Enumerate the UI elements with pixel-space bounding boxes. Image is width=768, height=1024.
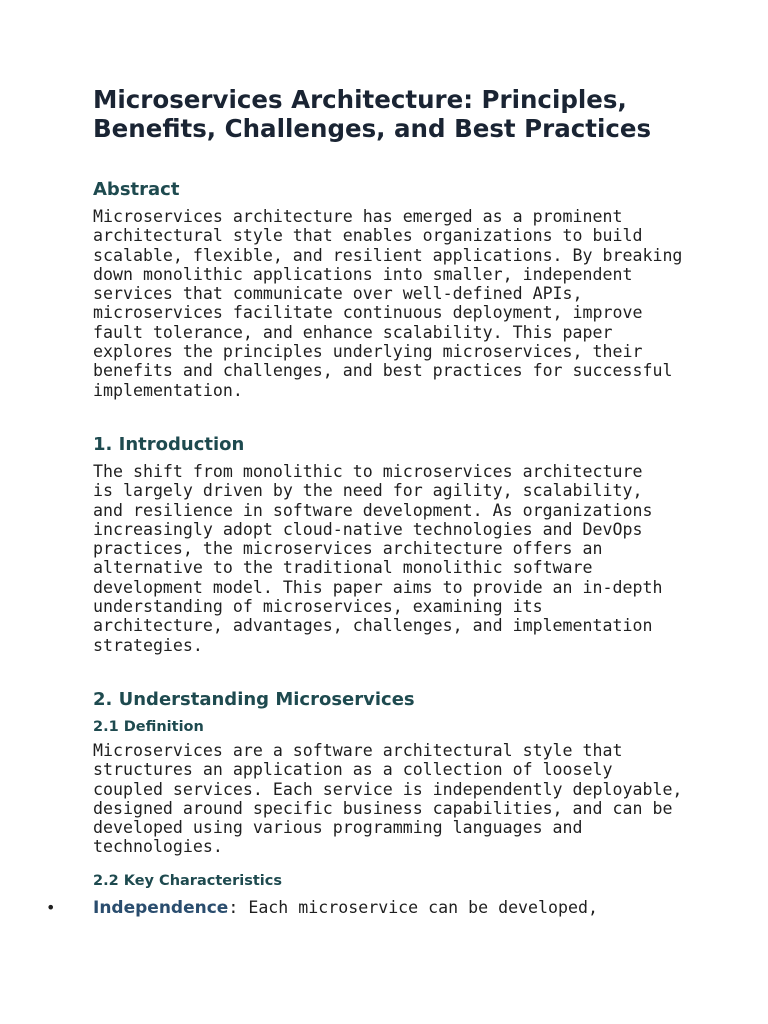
introduction-body: The shift from monolithic to microservices architecture is largely driven by the need for agility, scalability, and resilience in software development. As organizations increasingly adopt cloud-native technologies and DevOps practices, the microservices architecture offers an alternative to the traditional monolithic software development model. This paper aims to provide an in-depth understanding of microservices, examining its architecture, advantages, challenges, and implementation strategies. bbox=[93, 462, 663, 655]
bullet-icon: • bbox=[46, 898, 56, 917]
bullet-description: : Each microservice can be developed, bbox=[228, 898, 598, 917]
abstract-heading: Abstract bbox=[93, 179, 180, 200]
abstract-body: Microservices architecture has emerged as a prominent architectural style that enables organizations to build scalable, flexible, and resilient applications. By breaking down monolithic applications into smaller, independent services that communicate over well-defined APIs, microservices facilitate continuous deployment, improve fault tolerance, and enhance scalability. This paper explores the principles underlying microservices, their benefits and challenges, and best practices for successful implementation. bbox=[93, 207, 683, 400]
bullet-term: Independence bbox=[93, 898, 229, 918]
bullet-text bbox=[93, 898, 598, 918]
introduction-heading: 1. Introduction bbox=[93, 434, 245, 455]
definition-heading: 2.1 Definition bbox=[93, 719, 204, 735]
key-characteristics-heading: 2.2 Key Characteristics bbox=[93, 873, 282, 889]
definition-body: Microservices are a software architectural style that structures an application as a collection of loosely coupled services. Each service is independently deployable, designed around specific business capabilities, and can be developed using various programming languages and technologies. bbox=[93, 741, 683, 857]
list-item bbox=[0, 898, 768, 920]
understanding-heading: 2. Understanding Microservices bbox=[93, 689, 415, 710]
document-title: Microservices Architecture: Principles, Benefits, Challenges, and Best Practices bbox=[93, 85, 652, 143]
